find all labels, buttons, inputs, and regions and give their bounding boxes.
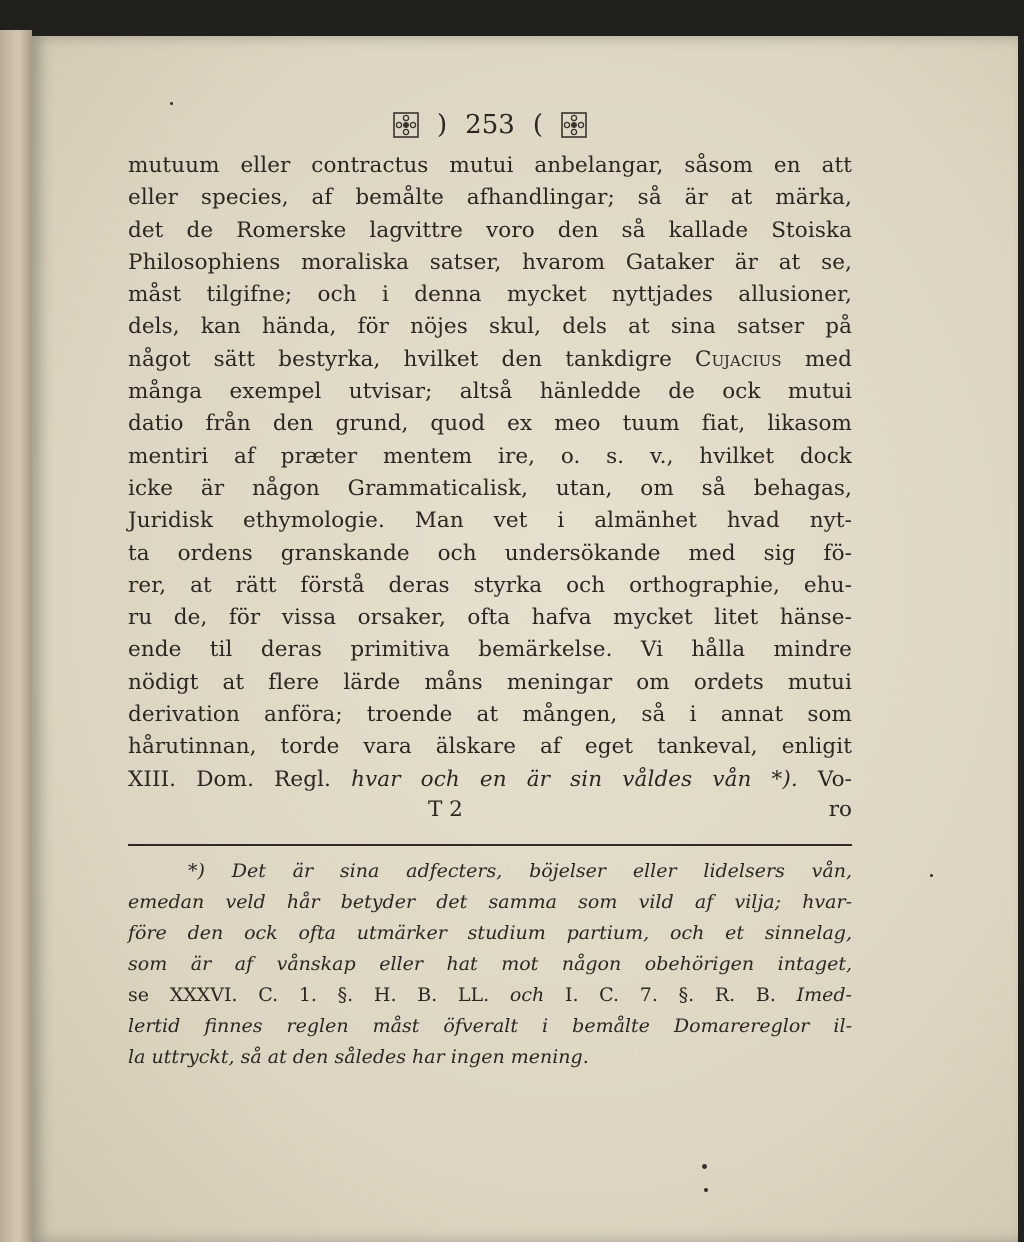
body-line: Philosophiens moraliska satser, hvarom Gataker är at se, — [128, 249, 852, 275]
signature-line — [128, 794, 852, 826]
paper-speck — [930, 874, 933, 877]
body-line: icke är någon Grammaticalisk, utan, om så behagas, — [128, 475, 852, 501]
footnote-line: som är af vånskap eller hat mot någon obehörigen intaget, — [128, 952, 852, 975]
body-line: måst tilgifne; och i denna mycket nyttjades allusioner, — [128, 282, 852, 308]
body-line: eller species, af bemålte afhandlingar; så är at märka, — [128, 185, 852, 211]
flower-ornament-icon — [561, 112, 587, 138]
paper-speck — [170, 102, 173, 105]
catchword: ro — [828, 796, 852, 822]
body-line: det de Romerske lagvittre voro den så kallade Stoiska — [128, 217, 852, 243]
footnote-line: la uttryckt, så at den således har ingen mening. — [128, 1045, 589, 1068]
header-right-paren: ( — [532, 110, 543, 140]
body-line: ru de, för vissa orsaker, ofta hafva mycket litet hänse- — [128, 605, 852, 631]
previous-page-edge — [0, 30, 32, 1242]
body-line — [128, 764, 852, 796]
footnote-conjunction: och — [509, 983, 545, 1006]
header-left-paren: ) — [437, 110, 448, 140]
body-line: ende til deras primitiva bemärkelse. Vi hålla mindre — [128, 637, 852, 663]
quoted-rule: hvar och en är sin våldes vån *). — [351, 766, 798, 792]
footnote-citation: se XXXVI. C. 1. §. H. B. LL. — [128, 983, 490, 1006]
footnote-line: lertid finnes reglen måst öfveralt i bemålte Domarereglor il- — [128, 1014, 852, 1037]
footnote-text: Imed- — [796, 983, 852, 1006]
body-line: hårutinnan, torde vara älskare af eget tankeval, enligit — [128, 734, 852, 760]
body-line: derivation anföra; troende at mången, så i annat som — [128, 702, 852, 728]
body-line: nödigt at flere lärde måns meningar om ordets mutui — [128, 669, 852, 695]
body-line: många exempel utvisar; altså hänledde de ock mutui — [128, 379, 852, 405]
footnote-citation: I. C. 7. §. R. B. — [564, 983, 776, 1006]
flower-ornament-icon — [393, 112, 419, 138]
body-line: Juridisk ethymologie. Man vet i almänhet hvad nyt- — [128, 508, 852, 534]
footnote-line: *) Det är sina adfecters, böjelser eller lidelsers vån, — [188, 859, 852, 882]
paper-speck — [702, 1164, 707, 1169]
body-paragraph — [128, 150, 852, 796]
footnote-line — [128, 980, 852, 1011]
footnote — [128, 856, 852, 1073]
body-line-text: Vo- — [817, 766, 852, 792]
page-text — [128, 106, 852, 1073]
footnote-line: före den ock ofta utmärker studium partium, och et sinnelag, — [128, 921, 852, 944]
body-line: rer, at rätt förstå deras styrka och orthographie, ehu- — [128, 572, 852, 598]
body-line: datio från den grund, quod ex meo tuum fiat, likasom — [128, 411, 852, 437]
page-number: 253 — [465, 110, 515, 140]
body-line-text: med — [804, 346, 852, 372]
body-line-text: XIII. Dom. Regl. — [128, 766, 331, 792]
body-line-text: något sätt bestyrka, hvilket den tankdigre — [128, 346, 672, 372]
footnote-line: emedan veld hår betyder det samma som vild af vilja; hvar- — [128, 890, 852, 913]
body-line: mutuum eller contractus mutui anbelangar, såsom en att — [128, 153, 852, 178]
body-line: dels, kan hända, för nöjes skul, dels at sina satser på — [128, 314, 852, 340]
signature-mark: T 2 — [428, 796, 463, 822]
body-line: mentiri af præter mentem ire, o. s. v., hvilket dock — [128, 443, 852, 469]
footnote-rule — [128, 844, 852, 846]
running-head — [128, 106, 852, 144]
body-line — [128, 344, 852, 376]
author-name-cujacius: Cujacius — [695, 346, 782, 372]
paper-speck — [704, 1188, 708, 1192]
body-line: ta ordens granskande och undersökande med sig fö- — [128, 540, 852, 566]
